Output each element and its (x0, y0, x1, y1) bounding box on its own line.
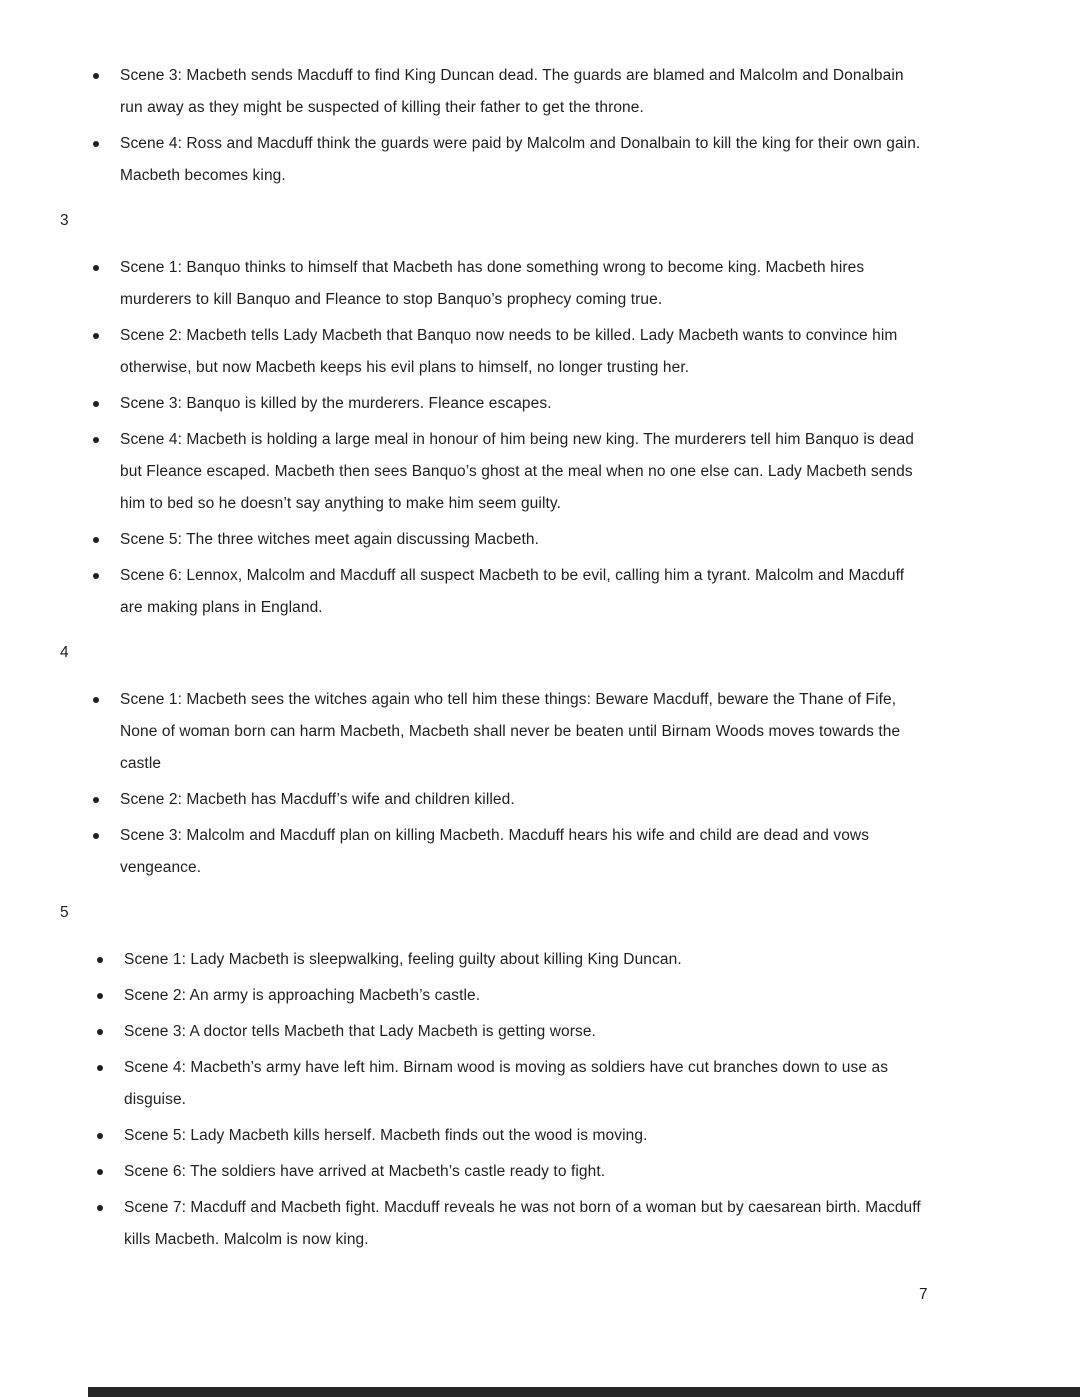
list-item (97, 1120, 926, 1152)
bullet-icon (97, 1065, 103, 1071)
bullet-icon (93, 141, 99, 147)
list-item (93, 320, 926, 384)
scene-text: Scene 3: A doctor tells Macbeth that Lady Macbeth is getting worse. (124, 1023, 596, 1040)
scene-text: Scene 3: Banquo is killed by the murderers. Fleance escapes. (120, 395, 552, 412)
scene-text: Scene 5: Lady Macbeth kills herself. Macbeth finds out the wood is moving. (124, 1127, 648, 1144)
bullet-icon (97, 1205, 103, 1211)
bullet-icon (97, 1029, 103, 1035)
list-item (93, 784, 926, 816)
list-item (93, 524, 926, 556)
bullet-icon (93, 333, 99, 339)
list-item (97, 1052, 926, 1116)
scene-text: Scene 1: Macbeth sees the witches again who tell him these things: Beware Macduff, beware the Thane of Fife, None of woman born can harm Macbeth, Macbeth shall never be beaten until Birnam Woods moves towards the castle (120, 691, 901, 772)
list-item (93, 424, 926, 520)
scene-text: Scene 7: Macduff and Macbeth fight. Macduff reveals he was not born of a woman but by caesarean birth. Macduff kills Macbeth. Malcolm is now king. (124, 1199, 921, 1248)
bullet-icon (93, 537, 99, 543)
scene-list-act2 (60, 60, 926, 192)
scene-text: Scene 2: Macbeth tells Lady Macbeth that Banquo now needs to be killed. Lady Macbeth wants to convince him otherwise, but now Macbeth keeps his evil plans to himself, no longer trusting her. (120, 327, 898, 376)
list-item (97, 1016, 926, 1048)
list-item (93, 252, 926, 316)
scene-text: Scene 4: Macbeth is holding a large meal in honour of him being new king. The murderers tell him Banquo is dead but Fleance escaped. Macbeth then sees Banquo’s ghost at the meal when no one else can. Lady Macbeth sends him to bed so he doesn’t say anything to make him seem guilty. (120, 431, 915, 512)
bullet-icon (97, 1169, 103, 1175)
bullet-icon (93, 73, 99, 79)
act-heading-3: 3 (60, 212, 69, 229)
act-heading-5: 5 (60, 904, 69, 921)
scene-text: Scene 2: Macbeth has Macduff’s wife and children killed. (120, 791, 515, 808)
bullet-icon (93, 797, 99, 803)
bullet-icon (93, 697, 99, 703)
scene-text: Scene 3: Malcolm and Macduff plan on killing Macbeth. Macduff hears his wife and child are dead and vows vengeance. (120, 827, 870, 876)
bullet-icon (97, 1133, 103, 1139)
bullet-icon (93, 437, 99, 443)
scene-text: Scene 6: Lennox, Malcolm and Macduff all suspect Macbeth to be evil, calling him a tyrant. Malcolm and Macduff are making plans in England. (120, 567, 905, 616)
page-boundary-bar (88, 1387, 1080, 1397)
bullet-icon (93, 265, 99, 271)
scene-list-act4 (60, 684, 926, 884)
bullet-icon (93, 573, 99, 579)
list-item (97, 944, 926, 976)
page-number: 7 (919, 1286, 928, 1303)
list-item (93, 128, 926, 192)
scene-text: Scene 4: Ross and Macduff think the guards were paid by Malcolm and Donalbain to kill the king for their own gain. Macbeth becomes king. (120, 135, 921, 184)
list-item (93, 560, 926, 624)
list-item (97, 1192, 926, 1256)
bullet-icon (93, 401, 99, 407)
bullet-icon (93, 833, 99, 839)
list-item (93, 820, 926, 884)
scene-text: Scene 2: An army is approaching Macbeth’s castle. (124, 987, 481, 1004)
scene-text: Scene 1: Banquo thinks to himself that Macbeth has done something wrong to become king. Macbeth hires murderers to kill Banquo and Fleance to stop Banquo’s prophecy coming true. (120, 259, 865, 308)
scene-text: Scene 4: Macbeth’s army have left him. Birnam wood is moving as soldiers have cut branches down to use as disguise. (124, 1059, 889, 1108)
scene-text: Scene 5: The three witches meet again discussing Macbeth. (120, 531, 539, 548)
scene-text: Scene 6: The soldiers have arrived at Macbeth’s castle ready to fight. (124, 1163, 606, 1180)
scene-list-act5 (60, 944, 926, 1256)
list-item (97, 980, 926, 1012)
list-item (97, 1156, 926, 1188)
act-heading-4: 4 (60, 644, 69, 661)
scene-list-act3 (60, 252, 926, 624)
scene-text: Scene 1: Lady Macbeth is sleepwalking, feeling guilty about killing King Duncan. (124, 951, 682, 968)
scene-text: Scene 3: Macbeth sends Macduff to find King Duncan dead. The guards are blamed and Malcolm and Donalbain run away as they might be suspected of killing their father to get the throne. (120, 67, 904, 116)
bullet-icon (97, 957, 103, 963)
list-item (93, 684, 926, 780)
list-item (93, 388, 926, 420)
bullet-icon (97, 993, 103, 999)
list-item (93, 60, 926, 124)
